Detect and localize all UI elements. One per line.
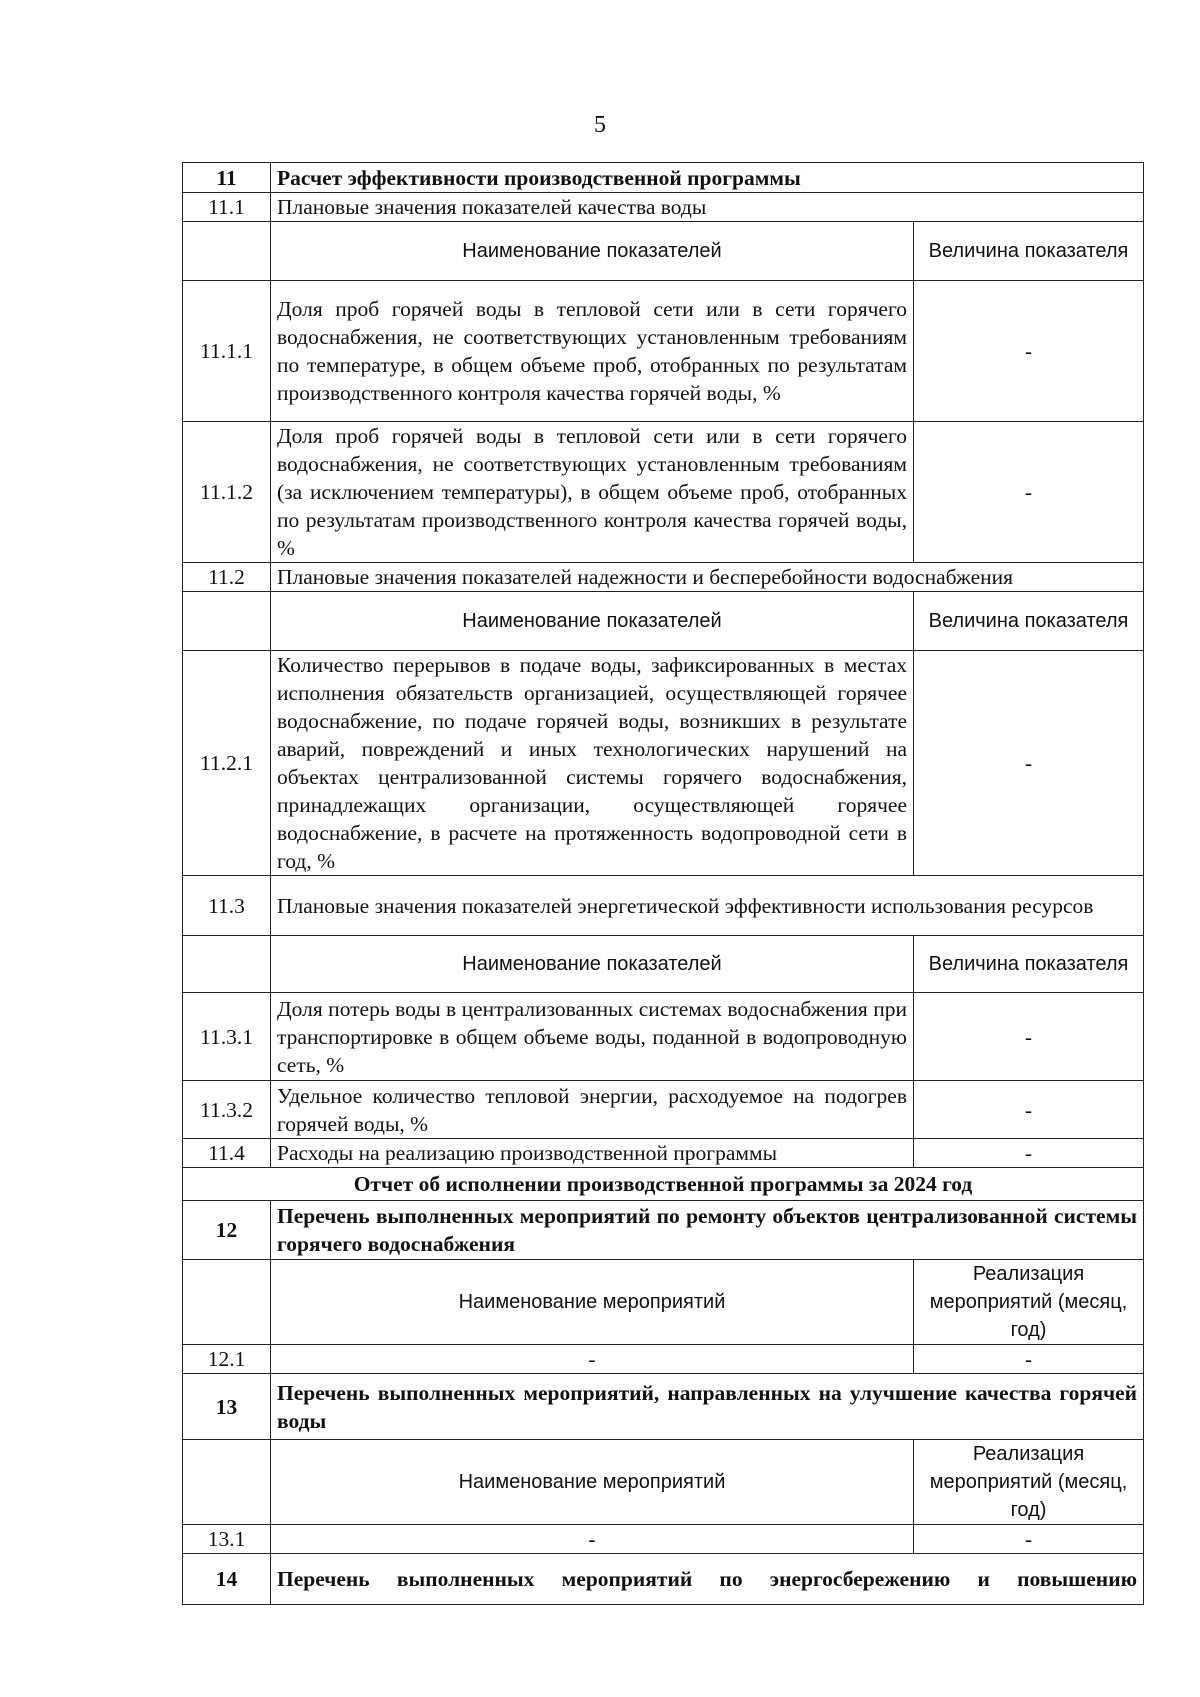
row-value: -: [914, 651, 1144, 876]
row-value: -: [914, 1525, 1144, 1554]
section-title: Перечень выполненных мероприятий по ремонту объектов централизованной системы горячего водоснабжения: [271, 1201, 1144, 1260]
row-value: -: [914, 1081, 1144, 1139]
subsection-11-1-row: [183, 193, 1144, 222]
header-indicator-value: Величина показателя: [914, 222, 1144, 281]
row-number: 13.1: [183, 1525, 271, 1554]
row-text: Удельное количество тепловой энергии, расходуемое на подогрев горячей воды, %: [271, 1081, 914, 1139]
header-realization: Реализация мероприятий (месяц, год): [914, 1260, 1144, 1345]
header-activity-name: Наименование мероприятий: [271, 1260, 914, 1345]
row-number: 12.1: [183, 1345, 271, 1374]
subsection-number: 11.2: [183, 563, 271, 592]
subsection-number: 11.3: [183, 876, 271, 936]
table-row: [183, 651, 1144, 876]
page-number: 5: [594, 112, 606, 138]
column-header-row: [183, 1440, 1144, 1525]
subsection-title: Плановые значения показателей надежности и бесперебойности водоснабжения: [271, 563, 1144, 592]
report-title-row: [183, 1168, 1144, 1201]
table-row: [183, 1139, 1144, 1168]
header-indicator-value: Величина показателя: [914, 592, 1144, 651]
section-title: Перечень выполненных мероприятий, направленных на улучшение качества горячей воды: [271, 1374, 1144, 1440]
row-value: -: [914, 993, 1144, 1081]
section-12-row: [183, 1201, 1144, 1260]
row-text: Количество перерывов в подаче воды, зафиксированных в местах исполнения обязательств организацией, осуществляющей горячее водоснабжение, по подаче горячей воды, возникших в результате аварий, повреждений и иных технологических нарушений на объектах централизованной системы горячего водоснабжения, принадлежащих организации, осуществляющей горячее водоснабжение, в расчете на протяженность водопроводной сети в год, %: [271, 651, 914, 876]
table-row: [183, 1081, 1144, 1139]
empty-cell: [183, 1260, 271, 1345]
empty-cell: [183, 222, 271, 281]
empty-cell: [183, 936, 271, 993]
table-row: [183, 1525, 1144, 1554]
header-indicator-value: Величина показателя: [914, 936, 1144, 993]
table-row: [183, 993, 1144, 1081]
column-header-row: [183, 936, 1144, 993]
row-text: Доля проб горячей воды в тепловой сети или в сети горячего водоснабжения, не соответствующих установленным требованиям (за исключением температуры), в общем объеме проб, отобранных по результатам производственного контроля качества горячей воды, %: [271, 422, 914, 563]
row-text: -: [271, 1345, 914, 1374]
row-text: -: [271, 1525, 914, 1554]
row-value: -: [914, 281, 1144, 422]
section-number: 11: [183, 163, 271, 193]
header-realization: Реализация мероприятий (месяц, год): [914, 1440, 1144, 1525]
row-value: -: [914, 1139, 1144, 1168]
row-value: -: [914, 1345, 1144, 1374]
subsection-title: Плановые значения показателей качества воды: [271, 193, 1144, 222]
section-13-row: [183, 1374, 1144, 1440]
header-activity-name: Наименование мероприятий: [271, 1440, 914, 1525]
row-number: 11.1.2: [183, 422, 271, 563]
subsection-title: Плановые значения показателей энергетической эффективности использования ресурсов: [271, 876, 1144, 936]
row-number: 11.1.1: [183, 281, 271, 422]
section-title: Перечень выполненных мероприятий по энергосбережению и повышению: [271, 1554, 1144, 1605]
row-value: -: [914, 422, 1144, 563]
row-text: Доля проб горячей воды в тепловой сети или в сети горячего водоснабжения, не соответствующих установленным требованиям по температуре, в общем объеме проб, отобранных по результатам производственного контроля качества горячей воды, %: [271, 281, 914, 422]
row-number: 11.3.2: [183, 1081, 271, 1139]
row-number: 11.4: [183, 1139, 271, 1168]
section-14-row: [183, 1554, 1144, 1605]
row-text: Расходы на реализацию производственной программы: [271, 1139, 914, 1168]
table-row: [183, 1345, 1144, 1374]
empty-cell: [183, 592, 271, 651]
section-number: 12: [183, 1201, 271, 1260]
row-text: Доля потерь воды в централизованных системах водоснабжения при транспортировке в общем объеме воды, поданной в водопроводную сеть, %: [271, 993, 914, 1081]
program-table: [182, 162, 1144, 1605]
header-indicator-name: Наименование показателей: [271, 936, 914, 993]
row-number: 11.2.1: [183, 651, 271, 876]
row-number: 11.3.1: [183, 993, 271, 1081]
report-title: Отчет об исполнении производственной программы за 2024 год: [183, 1168, 1144, 1201]
table-row: [183, 422, 1144, 563]
section-title: Расчет эффективности производственной программы: [271, 163, 1144, 193]
section-11-row: [183, 163, 1144, 193]
empty-cell: [183, 1440, 271, 1525]
section-number: 14: [183, 1554, 271, 1605]
header-indicator-name: Наименование показателей: [271, 592, 914, 651]
subsection-number: 11.1: [183, 193, 271, 222]
table-row: [183, 281, 1144, 422]
section-number: 13: [183, 1374, 271, 1440]
subsection-11-2-row: [183, 563, 1144, 592]
column-header-row: [183, 222, 1144, 281]
column-header-row: [183, 592, 1144, 651]
header-indicator-name: Наименование показателей: [271, 222, 914, 281]
column-header-row: [183, 1260, 1144, 1345]
subsection-11-3-row: [183, 876, 1144, 936]
